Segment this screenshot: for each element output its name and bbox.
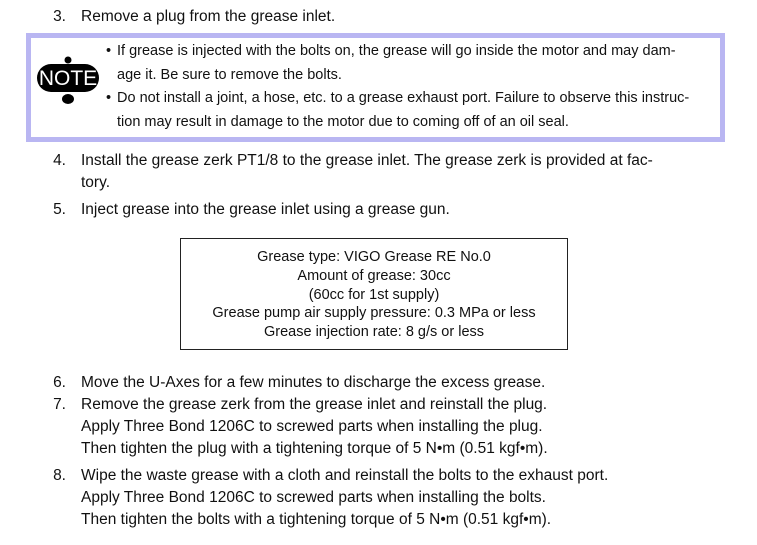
note-icon <box>37 54 99 108</box>
step-number: 8. <box>53 467 66 484</box>
step-text: Install the grease zerk PT1/8 to the grease inlet. The grease zerk is provided at fac- tory. <box>81 152 653 191</box>
step-text: Remove a plug from the grease inlet. <box>81 8 336 25</box>
step-number: 7. <box>53 396 66 413</box>
step-text: Remove the grease zerk from the grease inlet and reinstall the plug. Apply Three Bond 1206C to screwed parts when installing the plug. Then tighten the plug with a tightening torque of 5 N•m (0.51 kgf•m). <box>81 396 548 457</box>
step-text: Inject grease into the grease inlet using a grease gun. <box>81 201 450 218</box>
spec-pump-pressure: Grease pump air supply pressure: 0.3 MPa or less <box>212 305 536 322</box>
bullet-marker: • <box>106 90 112 106</box>
note-bullet: • If grease is injected with the bolts on, the grease will go inside the motor and may dam- age it. Be sure to remove the bolts. <box>106 40 689 87</box>
bullet-marker: • <box>106 43 112 59</box>
step-number: 4. <box>53 152 66 169</box>
spec-grease-type: Grease type: VIGO Grease RE No.0 <box>257 249 491 265</box>
step-text: Move the U-Axes for a few minutes to discharge the excess grease. <box>81 374 546 391</box>
step-number: 5. <box>53 201 66 218</box>
spec-amount: Amount of grease: 30cc <box>297 267 451 284</box>
spec-first-supply: (60cc for 1st supply) <box>308 286 440 303</box>
note-box <box>26 33 725 142</box>
svg-text:NOTE: NOTE <box>38 67 98 90</box>
spec-injection-rate: Grease injection rate: 8 g/s or less <box>263 324 485 341</box>
note-bullets <box>106 40 689 134</box>
grease-spec-box <box>180 238 568 350</box>
step-text: Wipe the waste grease with a cloth and reinstall the bolts to the exhaust port. Apply Three Bond 1206C to screwed parts when installing the bolts. Then tighten the bolts with a tightening torque of 5 N•m (0.51 kgf•m). <box>81 467 609 528</box>
step-number: 6. <box>53 374 66 391</box>
step-number: 3. <box>53 8 66 25</box>
note-bullet: • Do not install a joint, a hose, etc. to a grease exhaust port. Failure to observe this instruc- tion may result in damage to the motor due to coming off of an oil seal. <box>106 87 689 134</box>
